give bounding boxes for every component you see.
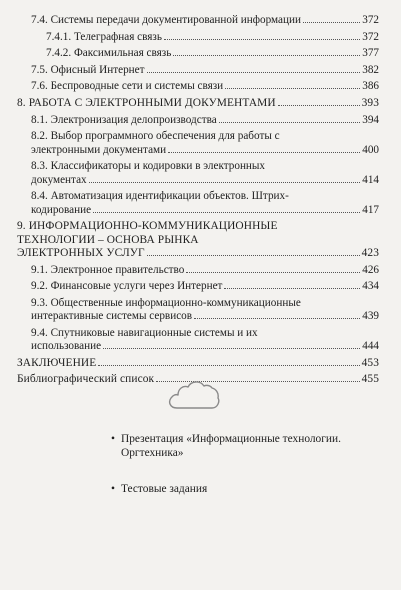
toc-page-number: 426 xyxy=(362,263,379,276)
dot-leader xyxy=(219,122,361,123)
toc-page-number: 382 xyxy=(362,63,379,76)
dot-leader xyxy=(225,88,360,89)
toc-page-number: 377 xyxy=(362,47,379,60)
presentation-link[interactable] xyxy=(111,432,341,460)
toc-entry[interactable] xyxy=(31,264,379,277)
toc-entry[interactable] xyxy=(31,327,379,354)
toc-page-number: 455 xyxy=(361,373,379,386)
multimedia-materials xyxy=(111,432,341,518)
toc-entry-text: документах xyxy=(31,173,87,186)
tests-label: Тестовые задания xyxy=(121,483,208,495)
toc-entry[interactable] xyxy=(17,357,379,370)
dot-leader xyxy=(147,255,360,256)
toc-entry-text: 7.6. Беспроводные сети и системы связи xyxy=(31,80,224,93)
toc-entry-text: Библиографический список xyxy=(17,373,155,386)
toc-entry[interactable] xyxy=(31,80,379,93)
toc-entry-text: ТЕХНОЛОГИИ – ОСНОВА РЫНКА xyxy=(17,233,199,246)
toc-entry-text: 9.2. Финансовые услуги через Интернет xyxy=(31,280,223,293)
toc-entry[interactable] xyxy=(31,280,379,293)
toc-entry[interactable] xyxy=(31,14,379,27)
dot-leader xyxy=(89,182,361,183)
toc-entry-text: кодирование xyxy=(31,203,92,216)
toc-entry[interactable] xyxy=(31,160,379,187)
toc-page-number: 434 xyxy=(362,280,379,293)
dot-leader xyxy=(168,152,360,153)
toc-entry[interactable] xyxy=(31,114,379,127)
toc-entry[interactable] xyxy=(31,190,379,217)
toc-entry-text: электронными документами xyxy=(31,143,167,156)
toc-entry-text: 9. ИНФОРМАЦИОННО-КОММУНИКАЦИОННЫЕ xyxy=(17,220,278,233)
dot-leader xyxy=(224,288,360,289)
toc-page-number: 372 xyxy=(362,14,379,26)
toc-page-number: 444 xyxy=(362,340,379,353)
dot-leader xyxy=(186,272,360,273)
toc-entry-text: 7.5. Офисный Интернет xyxy=(31,63,145,76)
dot-leader xyxy=(303,22,360,23)
toc-page-number: 414 xyxy=(362,173,379,186)
bullet-marker: • xyxy=(111,483,115,495)
toc-entry-text: ЭЛЕКТРОННЫХ УСЛУГ xyxy=(17,246,145,259)
toc-entry-text: 9.3. Общественные информационно-коммуникационные xyxy=(31,296,301,309)
toc-entry-text: ЗАКЛЮЧЕНИЕ xyxy=(17,356,97,369)
toc-page-number: 453 xyxy=(361,356,379,369)
dot-leader xyxy=(164,39,360,40)
toc-page-number: 423 xyxy=(361,246,379,259)
toc-entry[interactable] xyxy=(31,297,379,324)
presentation-line-1: Презентация «Информационные технологии. xyxy=(121,433,341,445)
toc-entry[interactable] xyxy=(46,31,379,44)
toc-entry-text: 7.4. Системы передачи документированной информации xyxy=(31,14,301,26)
toc-entry-text: использование xyxy=(31,340,102,353)
toc-entry-text: 7.4.2. Факсимильная связь xyxy=(46,47,172,60)
dot-leader xyxy=(194,318,360,319)
toc-entry-text: 9.4. Спутниковые навигационные системы и их xyxy=(31,326,258,339)
toc-page-number: 372 xyxy=(362,30,379,43)
toc-entry[interactable] xyxy=(31,64,379,77)
tests-link[interactable] xyxy=(111,482,341,496)
dot-leader xyxy=(173,55,360,56)
dot-leader xyxy=(93,212,360,213)
toc-page-number: 400 xyxy=(362,143,379,156)
toc-entry-text: 8. РАБОТА С ЭЛЕКТРОННЫМИ ДОКУМЕНТАМИ xyxy=(17,96,276,109)
toc-page-number: 417 xyxy=(362,203,379,216)
bullet-marker: • xyxy=(111,433,115,445)
toc-page-number: 386 xyxy=(362,80,379,93)
dot-leader xyxy=(278,105,360,106)
toc-page-number: 439 xyxy=(362,310,379,323)
toc-entry-text: 8.3. Классификаторы и кодировки в электронных xyxy=(31,160,266,173)
toc-entry-text: 9.1. Электронное правительство xyxy=(31,263,185,276)
toc-entry[interactable] xyxy=(46,47,379,60)
dot-leader xyxy=(103,348,360,349)
toc-entry-text: 7.4.1. Телеграфная связь xyxy=(46,30,162,43)
table-of-contents xyxy=(0,14,401,390)
toc-entry[interactable] xyxy=(17,220,379,260)
toc-entry-text: 8.2. Выбор программного обеспечения для работы с xyxy=(31,130,280,143)
toc-entry-text: 8.4. Автоматизация идентификации объектов. Штрих- xyxy=(31,190,289,203)
dot-leader xyxy=(147,72,361,73)
toc-entry[interactable] xyxy=(31,130,379,157)
presentation-line-2: Оргтехника» xyxy=(121,447,184,459)
toc-entry-text: 8.1. Электронизация делопроизводства xyxy=(31,113,217,126)
dot-leader xyxy=(98,365,359,366)
cloud-icon xyxy=(167,378,221,412)
toc-entry[interactable] xyxy=(17,97,379,110)
toc-entry-text: интерактивные системы сервисов xyxy=(31,310,193,323)
toc-page-number: 393 xyxy=(361,96,379,109)
toc-page-number: 394 xyxy=(362,113,379,126)
